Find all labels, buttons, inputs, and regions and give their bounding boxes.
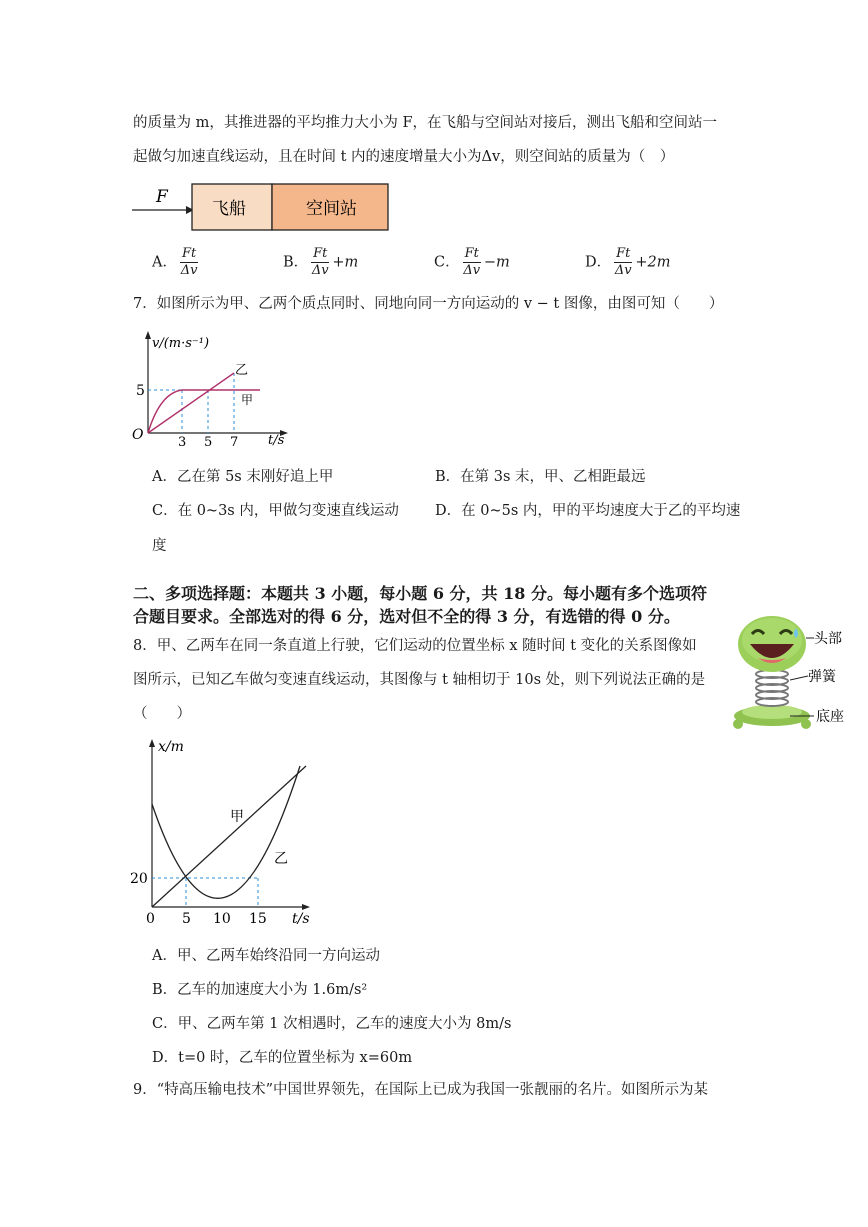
- station-label: 空间站: [306, 199, 357, 219]
- q8-stem-line1: 8．甲、乙两车在同一条直道上行驶，它们运动的位置坐标 x 随时间 t 变化的关系图像如: [133, 638, 697, 654]
- q8-series-jia: [152, 766, 306, 907]
- q8-label-yi: 乙: [274, 851, 288, 867]
- q8-option-c[interactable]: C．甲、乙两车第 1 次相遇时，乙车的速度大小为 8m/s: [152, 1016, 512, 1032]
- spring-toy-illustration: [728, 612, 862, 738]
- q8-stem-line2: 图所示，已知乙车做匀变速直线运动，其图像与 t 轴相切于 10s 处，则下列说法正确的是: [133, 672, 706, 688]
- q6-force-diagram: [128, 180, 398, 236]
- q6-option-d[interactable]: D． $\frac{Ft}{\Delta v}$ +2m: [585, 246, 671, 278]
- q7-option-d-continued: 度: [152, 538, 167, 554]
- q8-ylabel: x/m: [158, 739, 184, 755]
- q8-ytick-20: 20: [130, 871, 148, 887]
- q8-stem-line3: （ ）: [133, 706, 191, 722]
- toy-label-head: 头部: [814, 631, 842, 647]
- toy-label-base: 底座: [816, 709, 844, 725]
- section2-header-line2: 合题目要求。全部选对的得 6 分，选对但不全的得 3 分，有选错的得 0 分。: [133, 607, 680, 626]
- q7-xtick-5: 5: [204, 435, 213, 450]
- q7-label-yi: 乙: [235, 363, 249, 378]
- q7-option-d[interactable]: D．在 0~5s 内，甲的平均速度大于乙的平均速: [435, 503, 741, 519]
- section2-header-line1: 二、多项选择题：本题共 3 小题，每小题 6 分，共 18 分。每小题有多个选项符: [133, 584, 707, 603]
- q8-xtick-10: 10: [213, 911, 231, 927]
- q7-ytick-5: 5: [136, 383, 145, 399]
- q7-xtick-3: 3: [178, 435, 187, 450]
- q7-option-a[interactable]: A．乙在第 5s 末刚好追上甲: [152, 469, 334, 485]
- q8-option-b[interactable]: B．乙车的加速度大小为 1.6m/s²: [152, 982, 368, 998]
- q7-y-arrow: [145, 331, 151, 339]
- q9-stem-line1: 9．“特高压输电技术”中国世界领先，在国际上已成为我国一张靓丽的名片。如图所示为某: [133, 1082, 709, 1098]
- q7-ylabel: v/(m·s⁻¹): [152, 336, 210, 351]
- q7-xlabel: t/s: [268, 433, 285, 448]
- q6-option-c[interactable]: C． $\frac{Ft}{\Delta v}$ −m: [434, 246, 510, 278]
- q6-stem-line1: 的质量为 m，其推进器的平均推力大小为 F，在飞船与空间站对接后，测出飞船和空间站一: [133, 115, 718, 131]
- q7-vt-chart: [128, 325, 298, 450]
- q7-xtick-7: 7: [230, 435, 239, 450]
- ship-label: 飞船: [212, 199, 246, 219]
- q8-origin: 0: [146, 911, 155, 927]
- q6-stem-line2: 起做匀加速直线运动，且在时间 t 内的速度增量大小为Δv，则空间站的质量为（ ）: [133, 149, 675, 165]
- q7-series-yi: [148, 373, 234, 433]
- q8-xlabel: t/s: [292, 911, 310, 927]
- q8-xt-chart: [128, 733, 328, 933]
- q6-option-b[interactable]: B． $\frac{Ft}{\Delta v}$ +m: [283, 246, 359, 278]
- q7-label-jia: 甲: [241, 393, 254, 407]
- toy-label-spring: 弹簧: [808, 669, 836, 685]
- q7-option-c[interactable]: C．在 0~3s 内，甲做匀变速直线运动: [152, 503, 399, 519]
- q7-option-b[interactable]: B．在第 3s 末，甲、乙相距最远: [435, 469, 646, 485]
- q6-option-a[interactable]: A． $\frac{Ft}{\Delta v}$: [152, 246, 198, 278]
- q8-xtick-15: 15: [249, 911, 267, 927]
- q8-option-d[interactable]: D．t=0 时，乙车的位置坐标为 x=60m: [152, 1050, 413, 1066]
- q8-label-jia: 甲: [230, 809, 244, 825]
- q8-option-a[interactable]: A．甲、乙两车始终沿同一方向运动: [152, 948, 380, 964]
- q7-stem: 7．如图所示为甲、乙两个质点同时、同地向同一方向运动的 v − t 图像，由图可知（ ）: [133, 296, 724, 312]
- q8-xtick-5: 5: [182, 911, 191, 927]
- toy-spring: [756, 670, 788, 706]
- q7-origin: O: [132, 427, 144, 443]
- force-label: F: [156, 187, 168, 207]
